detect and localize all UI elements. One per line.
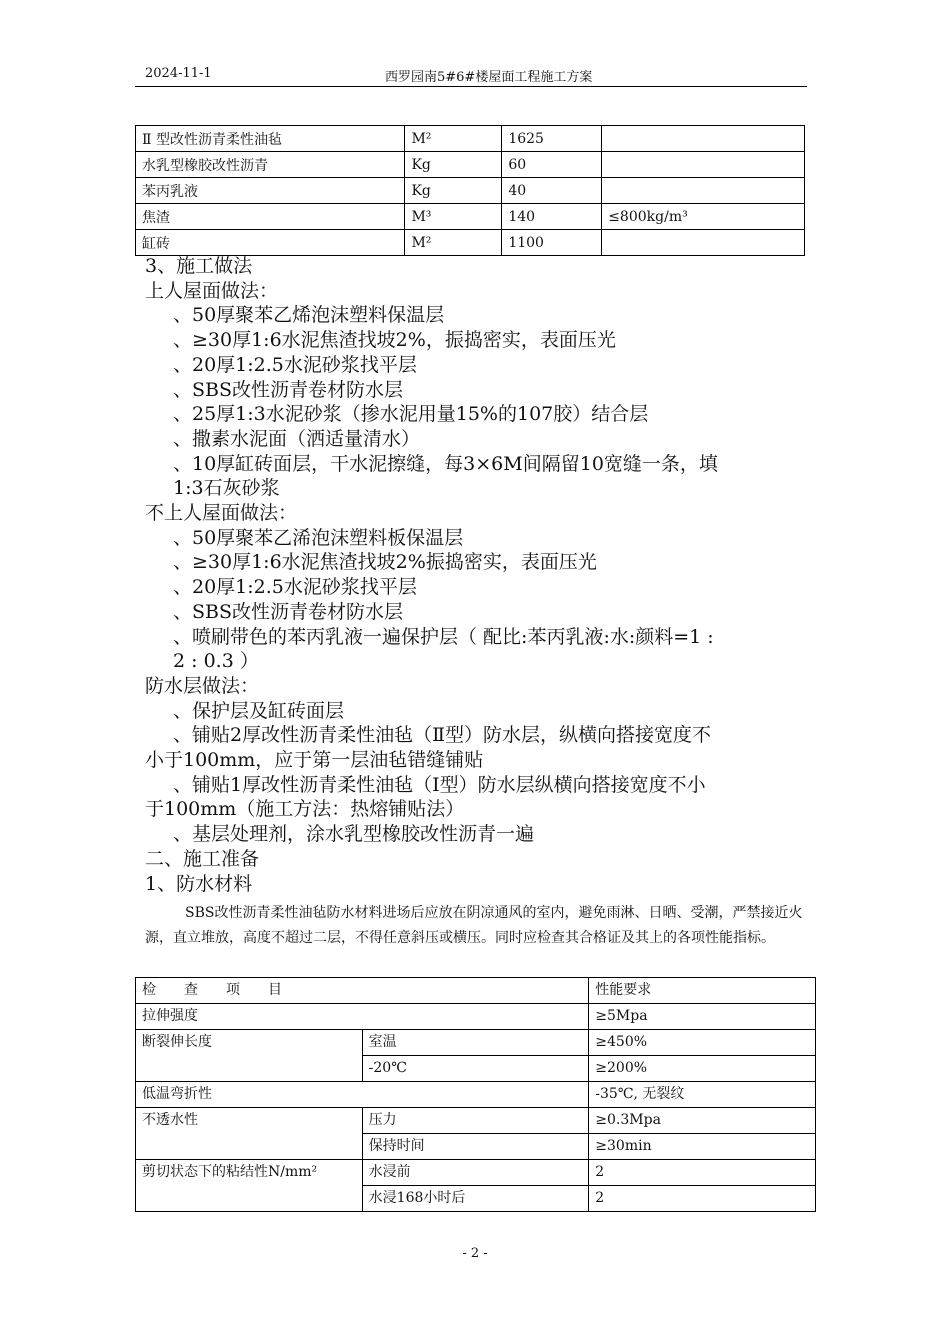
text-line: 、≥30厚1:6水泥焦渣找坡2%振捣密实，表面压光	[173, 551, 597, 574]
header-title: 西罗园南5#6#楼屋面工程施工方案	[385, 70, 593, 85]
table-cell: 140	[502, 204, 602, 230]
text-line: 、50厚聚苯乙浠泡沫塑料板保温层	[173, 526, 464, 549]
text-line: 3、施工做法	[145, 255, 253, 277]
table-cell: -35℃, 无裂纹	[589, 1082, 816, 1108]
material-table	[135, 125, 805, 256]
table-cell: 压力	[362, 1108, 589, 1134]
table-cell: 剪切状态下的粘结性N/mm²	[136, 1160, 363, 1212]
table-cell: 缸砖	[136, 230, 405, 256]
table-cell: 40	[502, 178, 602, 204]
text-line: 、≥30厚1:6水泥焦渣找坡2%，振捣密实，表面压光	[173, 329, 616, 352]
table-cell: 苯丙乳液	[136, 178, 405, 204]
page-header	[135, 64, 807, 87]
page-number: - 2 -	[462, 1246, 488, 1261]
table-cell: 断裂伸长度	[136, 1030, 363, 1082]
text-line: 、20厚1:2.5水泥砂浆找平层	[173, 576, 417, 599]
table-cell: M³	[405, 204, 502, 230]
header-req-cell: 性能要求	[589, 978, 816, 1004]
materials-paragraph: SBS改性沥青柔性油毡防水材料进场后应放在阴凉通风的室内，避免雨淋、日晒、受潮，严禁接近火源，直立堆放，高度不超过二层，不得任意斜压或横压。同时应检查其合格证及其上的各项性能指标。	[145, 905, 803, 946]
table-row	[136, 1160, 816, 1186]
table-cell: 水浸前	[362, 1160, 589, 1186]
text-line: 、10厚缸砖面层，干水泥擦缝，每3×6M间隔留10宽缝一条，填	[173, 452, 718, 475]
table-cell: ≥450%	[589, 1030, 816, 1056]
table-cell: 不透水性	[136, 1108, 363, 1160]
text-line: 、SBS改性沥青卷材防水层	[173, 600, 403, 623]
table-cell: Kg	[405, 178, 502, 204]
text-line: 于100mm（施工方法：热熔铺贴法）	[145, 798, 465, 821]
table-cell: 焦渣	[136, 204, 405, 230]
table-row	[136, 178, 805, 204]
table-row	[136, 204, 805, 230]
text-line: 、撒素水泥面（洒适量清水）	[173, 427, 421, 450]
table-cell	[602, 126, 805, 152]
table-row	[136, 1108, 816, 1134]
header-item-cell: 检 查 项 目	[136, 978, 589, 1004]
construction-method-text	[145, 254, 815, 896]
table-cell: 拉伸强度	[136, 1004, 589, 1030]
text-line: 、SBS改性沥青卷材防水层	[173, 378, 403, 401]
text-line: 、20厚1:2.5水泥砂浆找平层	[173, 353, 417, 376]
table-row	[136, 126, 805, 152]
text-line: 、保护层及缸砖面层	[173, 699, 345, 722]
table-cell: ≥30min	[589, 1134, 816, 1160]
text-line: 1、防水材料	[145, 872, 253, 895]
text-line: 2 : 0.3 ）	[173, 650, 259, 673]
text-line: 防水层做法：	[145, 674, 260, 697]
table-row	[136, 152, 805, 178]
text-line: 、25厚1:3水泥砂浆（掺水泥用量15%的107胶）结合层	[173, 403, 649, 426]
table-row	[136, 1030, 816, 1056]
table-cell: 2	[589, 1186, 816, 1212]
text-line: 不上人屋面做法：	[145, 502, 298, 525]
text-line: 、50厚聚苯乙烯泡沫塑料保温层	[173, 304, 445, 327]
text-line: 小于100mm，应于第一层油毡错缝铺贴	[145, 749, 484, 772]
table-cell: ≥200%	[589, 1056, 816, 1082]
table-row	[136, 230, 805, 256]
table-cell: 2	[589, 1160, 816, 1186]
table-row	[136, 1004, 816, 1030]
table-cell	[602, 152, 805, 178]
table-cell: 低温弯折性	[136, 1082, 589, 1108]
text-line: 、喷刷带色的苯丙乳液一遍保护层（ 配比:苯丙乳液:水:颜料=1 :	[173, 625, 714, 648]
table-cell: Kg	[405, 152, 502, 178]
table-cell: ≤800kg/m³	[602, 204, 805, 230]
table-cell: -20℃	[362, 1056, 589, 1082]
header-date: 2024-11-1	[145, 66, 212, 81]
table-cell: Ⅱ 型改性沥青柔性油毡	[136, 126, 405, 152]
text-line: 上人屋面做法：	[145, 279, 279, 302]
table-cell: 室温	[362, 1030, 589, 1056]
table-cell: ≥5Mpa	[589, 1004, 816, 1030]
table-row	[136, 1082, 816, 1108]
text-line: 、铺贴2厚改性沥青柔性油毡（Ⅱ型）防水层，纵横向搭接宽度不	[173, 724, 712, 747]
table-cell: 水乳型橡胶改性沥青	[136, 152, 405, 178]
table-cell	[602, 230, 805, 256]
table-cell: M²	[405, 230, 502, 256]
table-cell	[602, 178, 805, 204]
table-cell: 1100	[502, 230, 602, 256]
text-line: 、铺贴1厚改性沥青柔性油毡（Ⅰ型）防水层纵横向搭接宽度不小	[173, 773, 706, 796]
table-row	[136, 978, 816, 1004]
text-line: 1:3石灰砂浆	[173, 477, 280, 500]
table-cell: 60	[502, 152, 602, 178]
table-cell: M²	[405, 126, 502, 152]
table-cell: ≥0.3Mpa	[589, 1108, 816, 1134]
performance-table	[135, 977, 816, 1212]
table-cell: 水浸168小时后	[362, 1186, 589, 1212]
text-line: 二、施工准备	[145, 847, 260, 870]
table-cell: 1625	[502, 126, 602, 152]
table-cell: 保持时间	[362, 1134, 589, 1160]
text-line: 、基层处理剂，涂水乳型橡胶改性沥青一遍	[173, 823, 535, 846]
